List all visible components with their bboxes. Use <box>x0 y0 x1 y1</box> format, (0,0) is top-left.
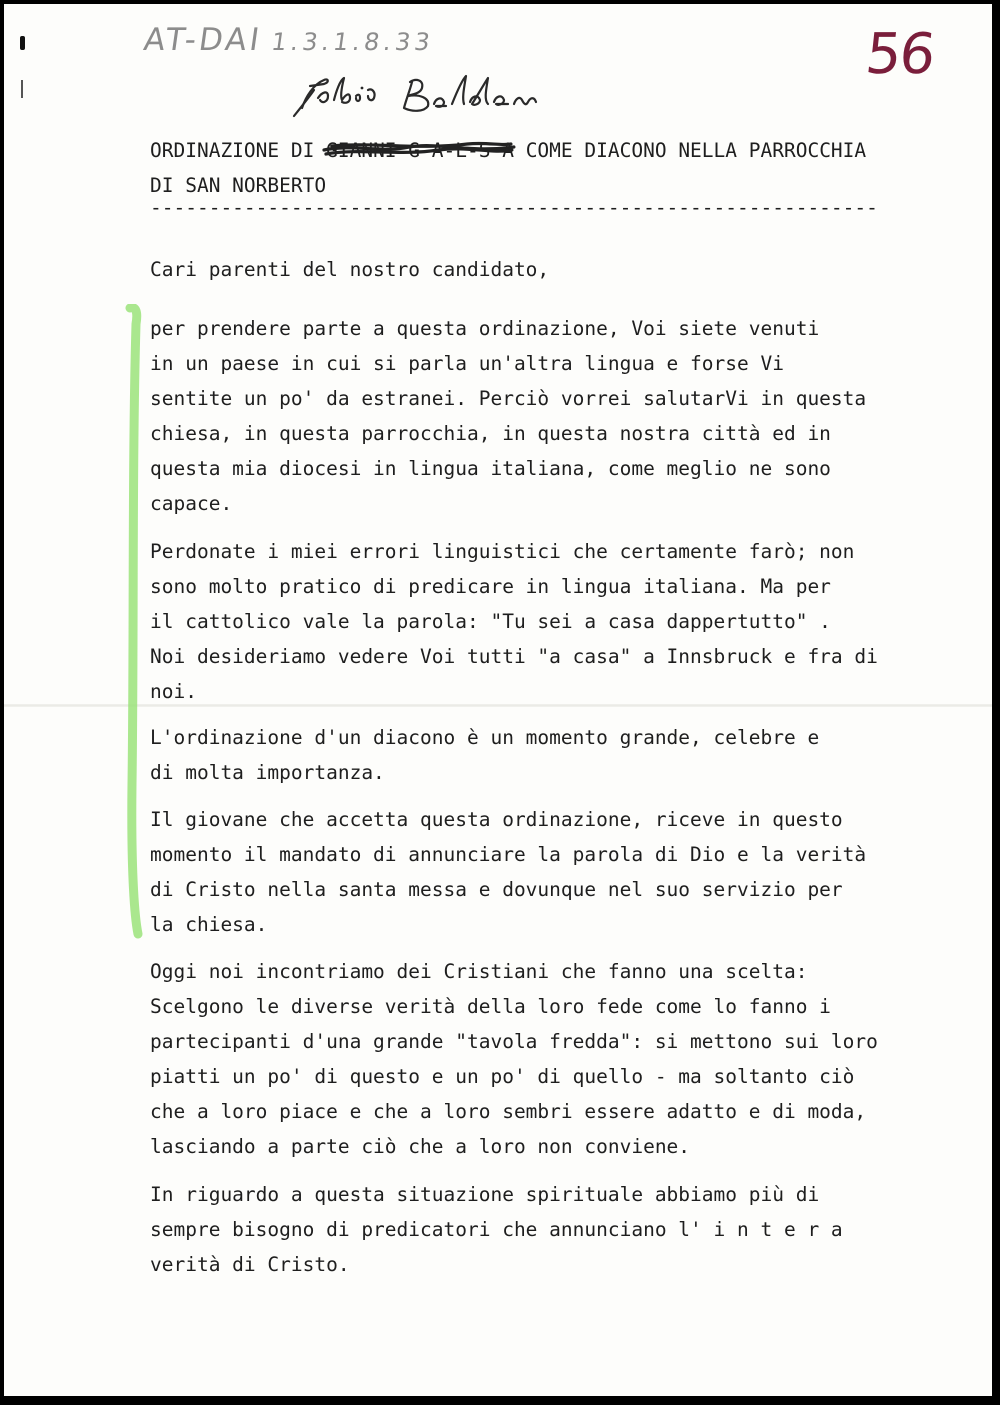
document-page <box>4 4 992 1396</box>
paragraph-3 <box>150 720 819 790</box>
text-line: sono molto pratico di predicare in lingua italiana. Ma per <box>150 575 831 598</box>
title-rule: -------------------------------------------------------------- <box>150 196 878 219</box>
page-number: 56 <box>862 22 937 87</box>
title-line-2: DI SAN NORBERTO <box>150 174 327 197</box>
paragraph-2 <box>150 534 878 709</box>
title-suffix-a: COME DI <box>513 139 608 162</box>
document-title <box>150 133 866 203</box>
struck-name <box>326 133 514 168</box>
text-line: verità di Cristo. <box>150 1253 350 1276</box>
text-line: Il giovane che accetta questa ordinazione, riceve in questo <box>150 808 843 831</box>
text-line: la chiesa. <box>150 913 268 936</box>
strikethrough-scribble <box>322 135 516 161</box>
archive-code-prefix: AT-DAI <box>141 22 265 58</box>
struck-name-text: GIANNI G-A-L-S-A <box>326 139 514 162</box>
paragraph-4 <box>150 802 866 942</box>
text-line: sentite un po' da estranei. Perciò vorrei salutarVi in questa <box>150 387 867 410</box>
text-line: per prendere parte a questa ordinazione, Voi siete venuti <box>150 317 820 340</box>
text-line: momento il mandato di annunciare la parola di Dio e la verità <box>150 843 867 866</box>
text-line: piatti un po' di questo e un po' di quello - ma soltanto ciò <box>150 1065 855 1088</box>
title-prefix: ORDINAZIONE DI <box>150 139 327 162</box>
highlighter-mark <box>122 304 146 939</box>
text-line: In riguardo a questa situazione spirituale abbiamo più di <box>150 1183 820 1206</box>
text-line: il cattolico vale la parola: "Tu sei a casa dappertutto" . <box>150 610 831 633</box>
text-line: Noi desideriamo vedere Voi tutti "a casa" a Innsbruck e fra di <box>150 645 878 668</box>
text-line: di Cristo nella santa messa e dovunque nel suo servizio per <box>150 878 843 901</box>
binder-mark-lower <box>21 80 23 98</box>
text-line: Perdonate i miei errori linguistici che certamente farò; non <box>150 540 855 563</box>
archive-reference: 1.3.1.8.33 <box>269 28 436 56</box>
title-suffix-b: ACONO NELLA PARROCCHIA <box>607 139 867 162</box>
text-line: L'ordinazione d'un diacono è un momento grande, celebre e <box>150 726 820 749</box>
signature-drawing <box>284 66 544 136</box>
paragraph-1 <box>150 311 866 521</box>
text-line: questa mia diocesi in lingua italiana, come meglio ne sono <box>150 457 831 480</box>
text-line: noi. <box>150 680 197 703</box>
text-line: che a loro piace e che a loro sembri essere adatto e di moda, <box>150 1100 867 1123</box>
archive-code <box>141 22 436 58</box>
text-line: Oggi noi incontriamo dei Cristiani che fanno una scelta: <box>150 960 808 983</box>
text-line: sempre bisogno di predicatori che annunciano l' i n t e r a <box>150 1218 843 1241</box>
paragraph-5 <box>150 954 878 1164</box>
text-line: chiesa, in questa parrocchia, in questa nostra città ed in <box>150 422 831 445</box>
text-line: lasciando a parte ciò che a loro non conviene. <box>150 1135 691 1158</box>
binder-mark <box>20 36 25 50</box>
greeting: Cari parenti del nostro candidato, <box>150 258 550 281</box>
text-line: capace. <box>150 492 233 515</box>
text-line: di molta importanza. <box>150 761 385 784</box>
text-line: in un paese in cui si parla un'altra lingua e forse Vi <box>150 352 784 375</box>
handwritten-signature <box>284 66 544 136</box>
text-line: Scelgono le diverse verità della loro fede come lo fanno i <box>150 995 831 1018</box>
text-line: partecipanti d'una grande "tavola fredda": si mettono sui loro <box>150 1030 878 1053</box>
paragraph-6 <box>150 1177 843 1282</box>
